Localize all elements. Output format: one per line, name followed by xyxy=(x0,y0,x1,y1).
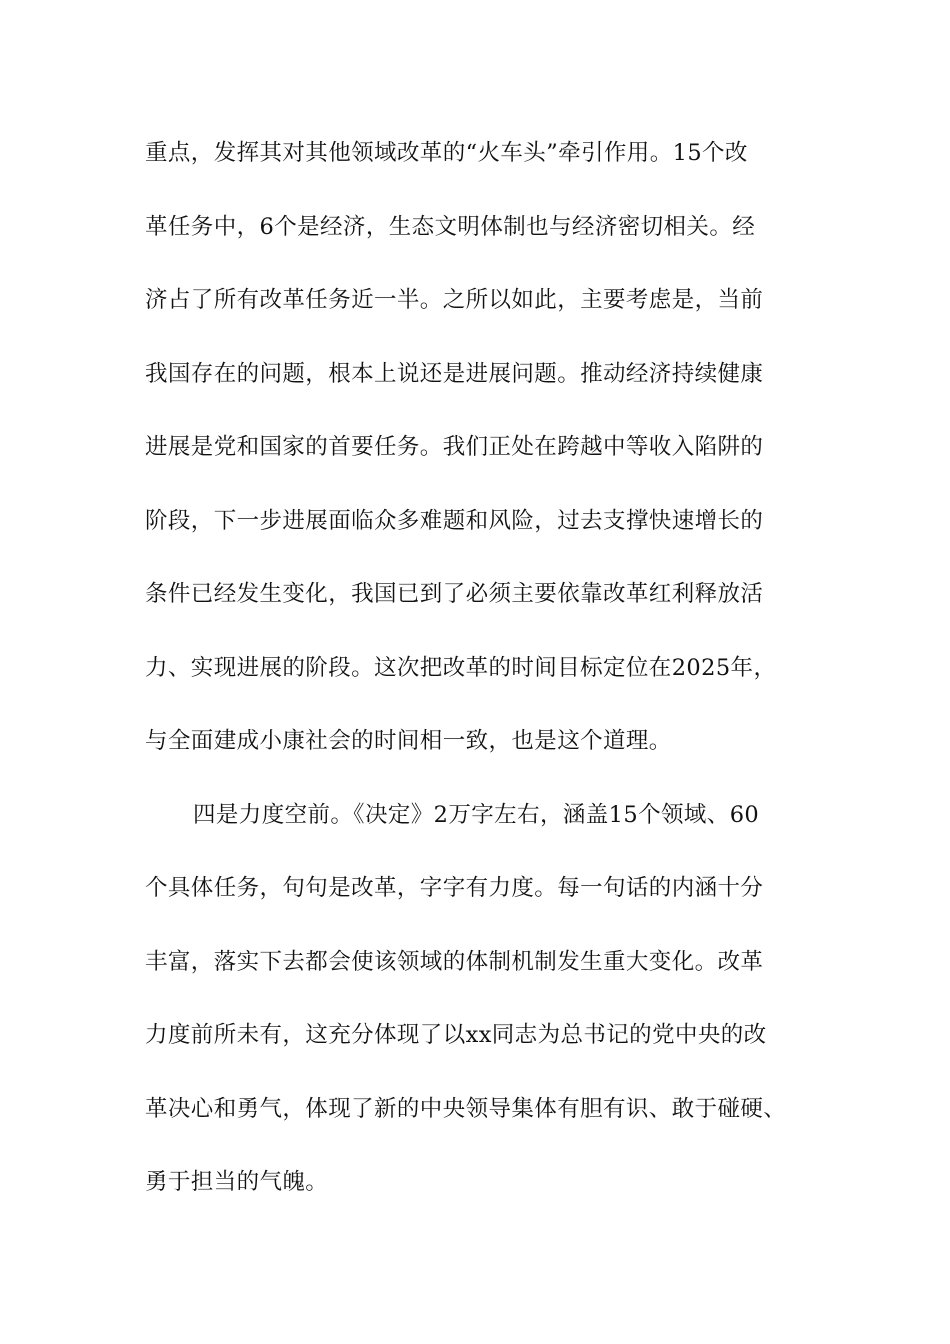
text-line: 与全面建成小康社会的时间相一致，也是这个道理。 xyxy=(145,728,672,754)
text-line: 进展是党和国家的首要任务。我们正处在跨越中等收入陷阱的 xyxy=(145,434,764,460)
text-line: 四是力度空前。《决定》2万字左右，涵盖15个领域、60 xyxy=(193,801,760,828)
text-line: 革决心和勇气，体现了新的中央领导集体有胆有识、敢于碰硬、 xyxy=(145,1095,787,1122)
text-line: 革任务中，6个是经济，生态文明体制也与经济密切相关。经 xyxy=(145,213,756,240)
text-line: 勇于担当的气魄。 xyxy=(145,1169,329,1195)
text-line: 我国存在的问题，根本上说还是进展问题。推动经济持续健康 xyxy=(145,360,764,387)
text-line: 力、实现进展的阶段。这次把改革的时间目标定位在2025年， xyxy=(145,654,777,681)
text-line: 济占了所有改革任务近一半。之所以如此，主要考虑是，当前 xyxy=(145,287,764,313)
text-line: 丰富，落实下去都会使该领域的体制机制发生重大变化。改革 xyxy=(145,948,764,975)
text-line: 力度前所未有，这充分体现了以xx同志为总书记的党中央的改 xyxy=(145,1022,767,1048)
text-line: 个具体任务，句句是改革，字字有力度。每一句话的内涵十分 xyxy=(145,875,764,901)
text-line: 重点，发挥其对其他领域改革的“火车头”牵引作用。15个改 xyxy=(145,140,748,166)
body-text xyxy=(145,128,825,1231)
paragraph-economic-focus xyxy=(145,128,825,790)
text-line: 阶段，下一步进展面临众多难题和风险，过去支撑快速增长的 xyxy=(145,507,764,534)
paragraph-reform-intensity xyxy=(145,790,825,1231)
text-line: 条件已经发生变化，我国已到了必须主要依靠改革红利释放活 xyxy=(145,581,764,607)
